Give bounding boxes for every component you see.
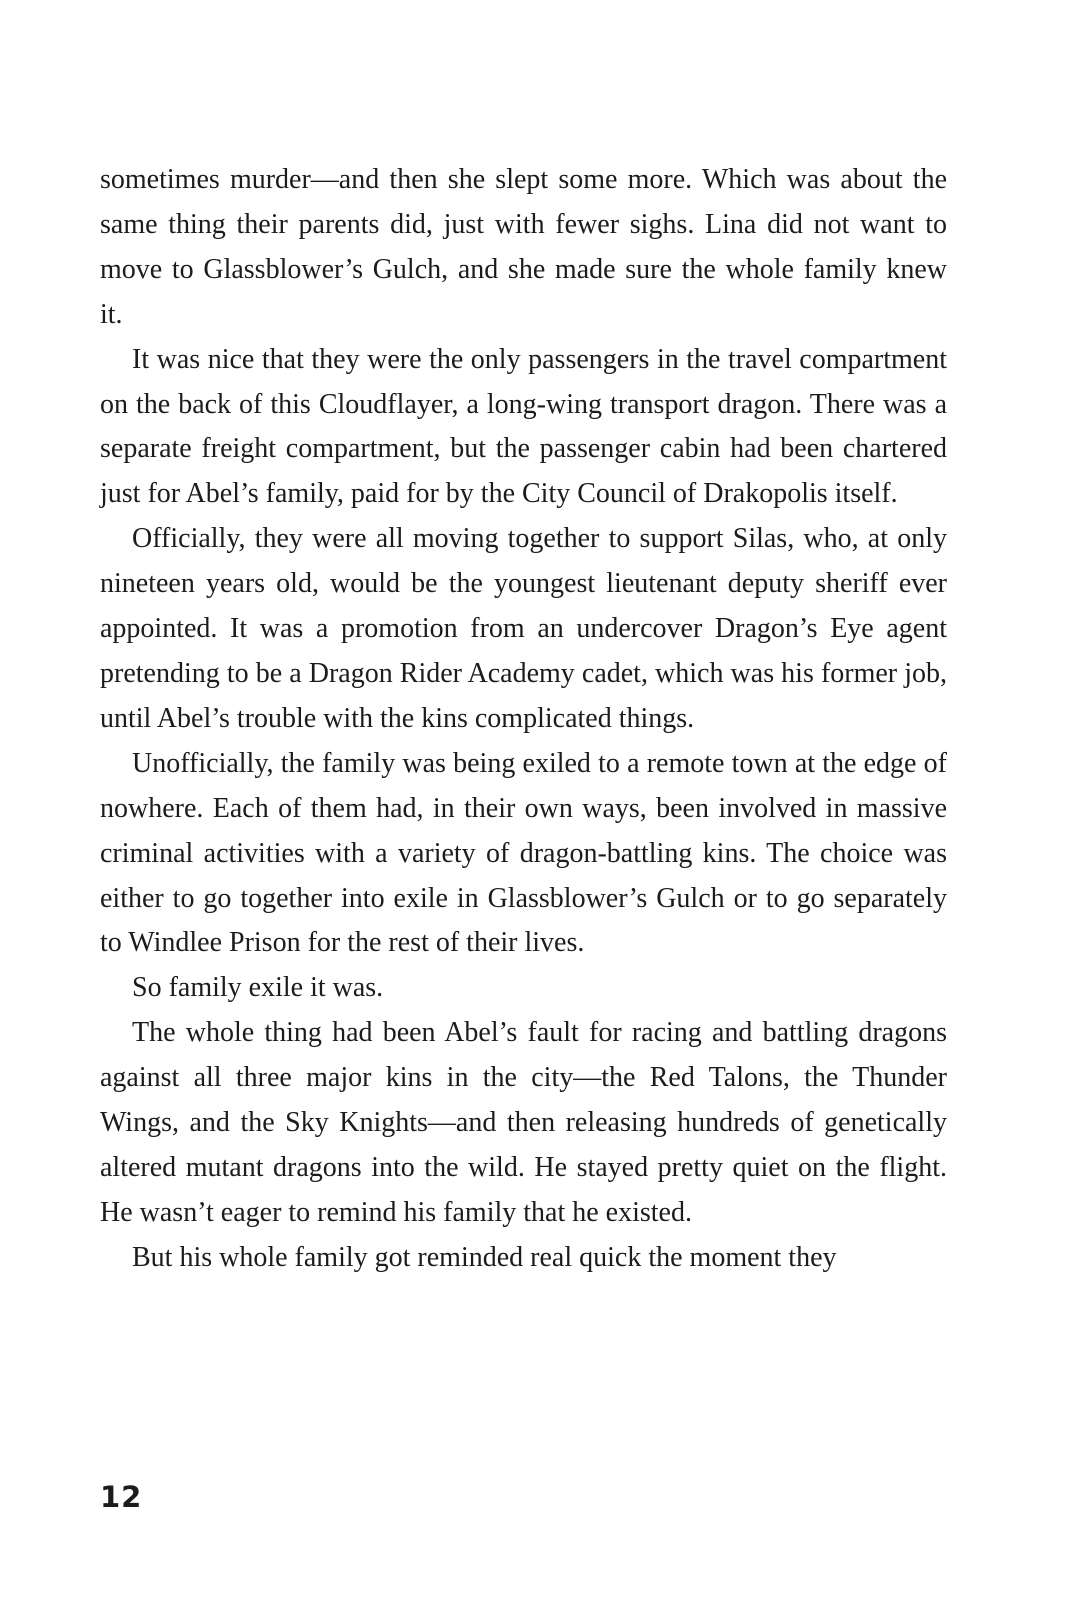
paragraph-unofficially: Unofficially, the family was being exiled to a remote town at the edge of nowhere. Each of them had, in their own ways, been involved in massive criminal activities with a variety of dragon-battling kins. The choice was either to go together into exile in Glassblower’s Gulch or to go separately to Windlee Prison for the rest of their lives.	[100, 747, 947, 959]
paragraph-travel-compartment: It was nice that they were the only passengers in the travel compartment on the back of this Cloudflayer, a long-wing transport dragon. There was a separate freight compartment, but the passenger cabin had been chartered just for Abel’s family, paid for by the City Council of Drakopolis itself.	[100, 343, 947, 510]
body-text	[100, 158, 947, 1281]
paragraph-abels-fault: The whole thing had been Abel’s fault for racing and battling dragons against all three major kins in the city—the Red Talons, the Thunder Wings, and the Sky Knights—and then releasing hundreds of genetically altered mutant dragons into the wild. He stayed pretty quiet on the flight. He wasn’t eager to remind his family that he existed.	[100, 1017, 947, 1228]
page-number: 12	[100, 1480, 143, 1514]
paragraph-continued: sometimes murder—and then she slept some more. Which was about the same thing their parents did, just with fewer sighs. Lina did not want to move to Glassblower’s Gulch, and she made sure the whole family knew it.	[100, 164, 947, 330]
paragraph-officially: Officially, they were all moving together to support Silas, who, at only nineteen years old, would be the youngest lieutenant deputy sheriff ever appointed. It was a promotion from an undercover Dragon’s Eye agent pretending to be a Dragon Rider Academy cadet, which was his former job, until Abel’s trouble with the kins complicated things.	[100, 523, 947, 734]
paragraph-reminded: But his whole family got reminded real quick the moment they	[132, 1241, 837, 1273]
paragraph-family-exile: So family exile it was.	[132, 972, 384, 1004]
